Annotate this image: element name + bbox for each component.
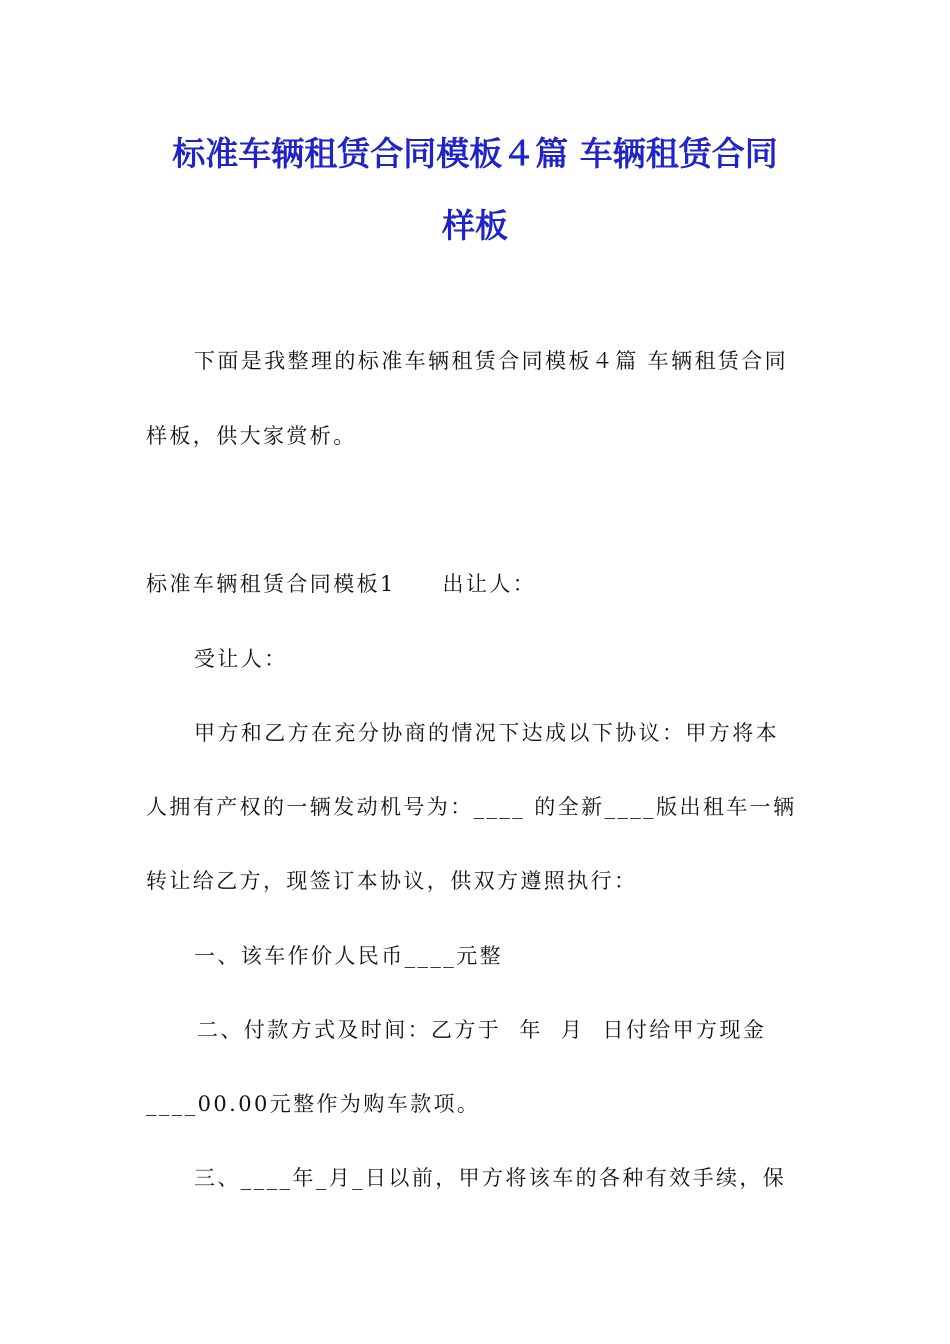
agreement-line-2: 人拥有产权的一辆发动机号为：____ 的全新____版出租车一辆 [146,795,797,819]
agreement-line-3: 转让给乙方，现签订本协议，供双方遵照执行： [146,869,638,893]
intro-line-2: 样板，供大家赏析。 [146,424,357,448]
clause-3-line-1: 三、____年_月_日以前，甲方将该车的各种有效手续，保 [194,1166,787,1190]
document-title-line-2: 样板 [442,206,508,245]
agreement-line-1: 甲方和乙方在充分协商的情况下达成以下协议：甲方将本 [194,721,779,745]
contract-heading-line: 标准车辆租赁合同模板1 出让人： [146,572,537,596]
clause-1-line: 一、该车作价人民币____元整 [194,944,503,968]
clause-2-line-2: ____00.00元整作为购车款项。 [146,1092,481,1116]
transferee-line: 受让人： [194,647,288,671]
document-title-line-1: 标准车辆租赁合同模板４篇 车辆租赁合同 [172,134,778,173]
clause-2-line-1: 二、付款方式及时间：乙方于 年 月 日付给甲方现金 [197,1018,767,1042]
intro-line-1: 下面是我整理的标准车辆租赁合同模板４篇 车辆租赁合同 [194,349,789,373]
